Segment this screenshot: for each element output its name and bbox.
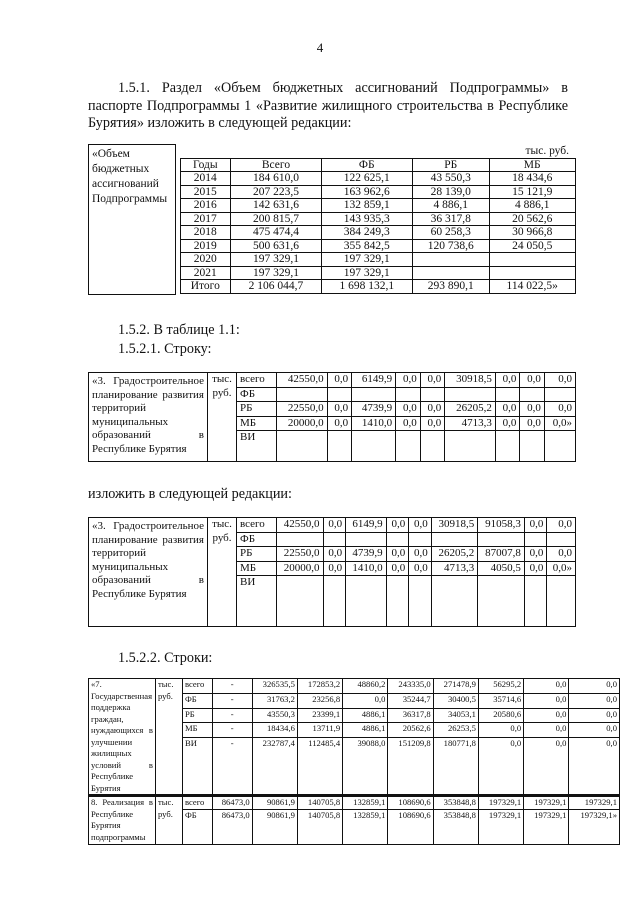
table3-cell: 0,0 — [409, 561, 432, 576]
table2-cell — [420, 431, 445, 462]
table2-cell — [277, 431, 328, 462]
table2-cell: 0,0 — [396, 373, 421, 388]
table4-cell: 0,0 — [478, 723, 523, 738]
page-number: 4 — [316, 40, 324, 55]
table1-row — [180, 280, 575, 294]
table1-side-label: «Объем бюджетных ассигнований Подпрограммы — [89, 145, 176, 295]
table4-cell: 197329,1 — [569, 796, 620, 810]
table4-cell: 0,0 — [569, 693, 620, 708]
table2-source-label: ВИ — [237, 431, 277, 462]
table2-cell — [420, 387, 445, 402]
table2-description: «3. Градостроительное планирование развития территорий муниципальных образований в Республике Бурятия — [89, 373, 208, 462]
table1-header-cell: Годы — [180, 158, 231, 172]
table4-cell: 26253,5 — [433, 723, 478, 738]
table4-cell: - — [212, 693, 252, 708]
table4-cell: 35244,7 — [388, 693, 433, 708]
table4-cell: 197329,1 — [478, 796, 523, 810]
table4-cell: 0,0 — [569, 708, 620, 723]
table4-cell: 56295,2 — [478, 679, 523, 694]
table2-cell: 0,0 — [544, 402, 575, 417]
table4-cell: 20562,6 — [388, 723, 433, 738]
table2-cell — [352, 431, 396, 462]
table1-cell: 2 106 044,7 — [231, 280, 322, 294]
table1-cell: 197 329,1 — [231, 266, 322, 280]
table2-cell — [520, 431, 545, 462]
table2-cell: 4713,3 — [445, 416, 496, 431]
table2-row — [89, 373, 576, 388]
table4-cell: 353848,8 — [433, 809, 478, 844]
table4-row7-unit: тыс. руб. — [156, 679, 183, 796]
table1-cell: 2017 — [180, 212, 231, 226]
table3-cell — [431, 576, 478, 627]
table3-cell — [386, 576, 409, 627]
table3-cell — [431, 532, 478, 547]
table4-cell: 197329,1» — [569, 809, 620, 844]
table3-cell: 0,0 — [524, 547, 547, 562]
table3-cell — [547, 532, 576, 547]
table2-cell: 0,0» — [544, 416, 575, 431]
table4-cell: 112485,4 — [297, 738, 342, 796]
table3-unit: тыс. руб. — [208, 518, 237, 627]
table4-cell: 0,0 — [569, 723, 620, 738]
table1-cell — [412, 266, 489, 280]
section-1-5-2-2-heading: 1.5.2.2. Строки: — [118, 650, 213, 666]
table2-cell: 26205,2 — [445, 402, 496, 417]
table4-cell: 271478,9 — [433, 679, 478, 694]
table1-cell: 18 434,6 — [489, 172, 575, 186]
table4-cell: 20580,6 — [478, 708, 523, 723]
table3-cell — [277, 576, 324, 627]
table2-cell: 0,0 — [544, 373, 575, 388]
table3-cell — [409, 576, 432, 627]
table3-cell — [524, 576, 547, 627]
table1-cell: 2018 — [180, 226, 231, 240]
table2-cell: 0,0 — [327, 402, 352, 417]
table1-cell: 355 842,5 — [321, 239, 412, 253]
table1-cell: 200 815,7 — [231, 212, 322, 226]
table3-cell: 0,0 — [547, 547, 576, 562]
table3-cell: 1410,0 — [346, 561, 387, 576]
table4-cell: 0,0 — [478, 738, 523, 796]
table3-cell: 0,0 — [409, 518, 432, 533]
table4-cell: 90861,9 — [252, 796, 297, 810]
table1-cell: 43 550,3 — [412, 172, 489, 186]
table1-header-cell: МБ — [489, 158, 575, 172]
table3-cell — [277, 532, 324, 547]
table2-cell: 0,0 — [396, 402, 421, 417]
table1-cell: 2016 — [180, 199, 231, 213]
table1-cell: 197 329,1 — [321, 266, 412, 280]
table2-cell — [327, 387, 352, 402]
table4-cell: 0,0 — [524, 679, 569, 694]
table2-cell — [445, 431, 496, 462]
table4-cell: 30400,5 — [433, 693, 478, 708]
table2-cell — [544, 431, 575, 462]
restate-text: изложить в следующей редакции: — [88, 486, 292, 502]
table3-cell — [346, 576, 387, 627]
table1-row — [180, 199, 575, 213]
table2-cell — [277, 387, 328, 402]
table3-cell: 0,0 — [323, 547, 346, 562]
table4-row7-description: «7. Государственная поддержка граждан, нуждающихся в улучшении жилищных условий в Республике Бурятия — [89, 679, 156, 796]
table3-cell: 4739,9 — [346, 547, 387, 562]
table1-inner-grid — [180, 158, 576, 294]
table3-row — [89, 518, 576, 533]
table2-cell — [495, 431, 520, 462]
table4-cell: 34053,1 — [433, 708, 478, 723]
table4-source-label: всего — [183, 679, 213, 694]
table2-cell: 0,0 — [520, 416, 545, 431]
table1-cell: 184 610,0 — [231, 172, 322, 186]
table4-cell: 0,0 — [524, 708, 569, 723]
old-row3-table — [88, 372, 576, 462]
table1-row — [180, 266, 575, 280]
table4-cell: 86473,0 — [212, 796, 252, 810]
table1-cell: 114 022,5» — [489, 280, 575, 294]
table3-cell — [547, 576, 576, 627]
table3-cell: 30918,5 — [431, 518, 478, 533]
table1-cell: 60 258,3 — [412, 226, 489, 240]
table1-cell: Итого — [180, 280, 231, 294]
table4-cell: 140705,8 — [297, 809, 342, 844]
table4-cell: - — [212, 723, 252, 738]
section-1-5-1-paragraph: 1.5.1. Раздел «Объем бюджетных ассигнований Подпрограммы» в паспорте Подпрограммы 1 «Развитие жилищного строительства в Республике Бурятия» изложить в следующей редакции: — [88, 80, 568, 131]
table3-cell: 0,0 — [323, 518, 346, 533]
table2-cell: 0,0 — [420, 373, 445, 388]
table1-cell: 20 562,6 — [489, 212, 575, 226]
table2-source-label: ФБ — [237, 387, 277, 402]
table3-cell: 26205,2 — [431, 547, 478, 562]
table3-cell — [409, 532, 432, 547]
budget-allocations-table — [88, 144, 576, 295]
table3-cell — [386, 532, 409, 547]
table4-cell: 43550,3 — [252, 708, 297, 723]
table4-row8-unit: тыс. руб. — [156, 796, 183, 845]
table3-cell: 22550,0 — [277, 547, 324, 562]
table2-cell: 0,0 — [520, 373, 545, 388]
table1-cell: 120 738,6 — [412, 239, 489, 253]
table4-source-label: ФБ — [183, 809, 213, 844]
section-1-5-2-1-heading: 1.5.2.1. Строку: — [118, 341, 212, 357]
table1-cell: 132 859,1 — [321, 199, 412, 213]
table1-header-cell: РБ — [412, 158, 489, 172]
table2-cell — [327, 431, 352, 462]
table3-cell: 0,0 — [524, 518, 547, 533]
table2-cell — [445, 387, 496, 402]
table1-cell: 142 631,6 — [231, 199, 322, 213]
table3-cell — [524, 532, 547, 547]
table3-cell: 20000,0 — [277, 561, 324, 576]
table1-cell: 207 223,5 — [231, 185, 322, 199]
table1-cell: 384 249,3 — [321, 226, 412, 240]
table4-cell: 31763,2 — [252, 693, 297, 708]
table3-cell — [478, 576, 525, 627]
table3-cell: 0,0 — [409, 547, 432, 562]
table2-cell: 0,0 — [327, 416, 352, 431]
table1-cell: 500 631,6 — [231, 239, 322, 253]
table1-row — [180, 253, 575, 267]
table2-cell — [544, 387, 575, 402]
table2-cell: 0,0 — [327, 373, 352, 388]
table4-cell: 23399,1 — [297, 708, 342, 723]
table3-cell: 42550,0 — [277, 518, 324, 533]
table4-cell: 232787,4 — [252, 738, 297, 796]
table3-cell: 91058,3 — [478, 518, 525, 533]
table4-row7-line — [89, 679, 620, 694]
table3-cell: 0,0» — [547, 561, 576, 576]
table4-cell: 0,0 — [524, 723, 569, 738]
table1-cell: 2014 — [180, 172, 231, 186]
table4-cell: - — [212, 679, 252, 694]
table3-cell — [478, 532, 525, 547]
table3-source-label: ВИ — [237, 576, 277, 627]
table1-cell: 2019 — [180, 239, 231, 253]
table4-cell: 172853,2 — [297, 679, 342, 694]
table1-cell — [489, 253, 575, 267]
table2-cell — [520, 387, 545, 402]
table4-cell: 48860,2 — [343, 679, 388, 694]
table4-source-label: ВИ — [183, 738, 213, 796]
table2-cell — [396, 387, 421, 402]
table3-source-label: МБ — [237, 561, 277, 576]
table1-cell: 4 886,1 — [489, 199, 575, 213]
table2-cell — [352, 387, 396, 402]
table3-cell: 6149,9 — [346, 518, 387, 533]
table1-row — [180, 226, 575, 240]
table4-cell: 36317,8 — [388, 708, 433, 723]
table4-cell: 0,0 — [569, 738, 620, 796]
table1-cell: 28 139,0 — [412, 185, 489, 199]
table3-cell: 4713,3 — [431, 561, 478, 576]
table1-cell: 15 121,9 — [489, 185, 575, 199]
table4-cell: 0,0 — [524, 738, 569, 796]
table3-cell: 87007,8 — [478, 547, 525, 562]
table3-cell: 0,0 — [323, 561, 346, 576]
table1-cell: 197 329,1 — [321, 253, 412, 267]
table1-cell: 2021 — [180, 266, 231, 280]
table2-cell — [495, 387, 520, 402]
table1-cell: 197 329,1 — [231, 253, 322, 267]
table2-cell: 1410,0 — [352, 416, 396, 431]
table4-cell: 326535,5 — [252, 679, 297, 694]
table4-cell: 86473,0 — [212, 809, 252, 844]
table1-cell — [412, 253, 489, 267]
table1-header-cell: ФБ — [321, 158, 412, 172]
table3-cell: 0,0 — [547, 518, 576, 533]
table4-cell: 197329,1 — [478, 809, 523, 844]
table4-cell: 108690,6 — [388, 796, 433, 810]
table2-cell: 4739,9 — [352, 402, 396, 417]
table3-cell: 4050,5 — [478, 561, 525, 576]
table2-source-label: РБ — [237, 402, 277, 417]
table4-row8-description: 8. Реализация в Республике Бурятия подпрограммы — [89, 796, 156, 845]
table4-cell: 243335,0 — [388, 679, 433, 694]
table3-cell: 0,0 — [524, 561, 547, 576]
table4-cell: 108690,6 — [388, 809, 433, 844]
table4-cell: 4886,1 — [343, 708, 388, 723]
table4-row8-line — [89, 796, 620, 810]
table2-cell: 0,0 — [420, 402, 445, 417]
table1-cell: 2015 — [180, 185, 231, 199]
new-row3-table — [88, 517, 576, 627]
table2-cell: 0,0 — [495, 402, 520, 417]
table1-cell — [489, 266, 575, 280]
table2-cell: 0,0 — [495, 373, 520, 388]
table4-cell: 132859,1 — [343, 809, 388, 844]
table1-cell: 122 625,1 — [321, 172, 412, 186]
table2-cell: 0,0 — [420, 416, 445, 431]
table1-row — [180, 239, 575, 253]
table2-cell — [396, 431, 421, 462]
table3-description: «3. Градостроительное планирование развития территорий муниципальных образований в Республике Бурятия — [89, 518, 208, 627]
table2-cell: 0,0 — [495, 416, 520, 431]
table3-cell — [323, 532, 346, 547]
table2-cell: 20000,0 — [277, 416, 328, 431]
table2-cell: 6149,9 — [352, 373, 396, 388]
table4-cell: 23256,8 — [297, 693, 342, 708]
table3-cell: 0,0 — [386, 518, 409, 533]
table4-cell: 4886,1 — [343, 723, 388, 738]
table4-cell: 18434,6 — [252, 723, 297, 738]
table3-cell — [323, 576, 346, 627]
table2-cell: 42550,0 — [277, 373, 328, 388]
table4-cell: 0,0 — [343, 693, 388, 708]
table2-unit: тыс. руб. — [208, 373, 237, 462]
table1-cell: 2020 — [180, 253, 231, 267]
table1-cell: 30 966,8 — [489, 226, 575, 240]
table2-cell: 0,0 — [520, 402, 545, 417]
table2-cell: 0,0 — [396, 416, 421, 431]
table1-cell: 4 886,1 — [412, 199, 489, 213]
table2-cell: 30918,5 — [445, 373, 496, 388]
table4-source-label: ФБ — [183, 693, 213, 708]
table2-source-label: всего — [237, 373, 277, 388]
table1-unit: тыс. руб. — [525, 144, 569, 157]
table3-source-label: ФБ — [237, 532, 277, 547]
table3-cell: 0,0 — [386, 561, 409, 576]
table4-cell: 39088,0 — [343, 738, 388, 796]
table4-cell: 132859,1 — [343, 796, 388, 810]
table1-row — [180, 212, 575, 226]
table4-source-label: МБ — [183, 723, 213, 738]
section-1-5-2-heading: 1.5.2. В таблице 1.1: — [118, 322, 240, 338]
table4-cell: - — [212, 738, 252, 796]
table4-cell: 197329,1 — [524, 796, 569, 810]
table2-cell: 22550,0 — [277, 402, 328, 417]
table1-header-cell: Всего — [231, 158, 322, 172]
table4-cell: 13711,9 — [297, 723, 342, 738]
table1-row — [180, 172, 575, 186]
table1-cell: 143 935,3 — [321, 212, 412, 226]
table4-cell: 197329,1 — [524, 809, 569, 844]
table1-cell: 293 890,1 — [412, 280, 489, 294]
table1-cell: 24 050,5 — [489, 239, 575, 253]
table4-cell: 0,0 — [569, 679, 620, 694]
table4-cell: 180771,8 — [433, 738, 478, 796]
table3-source-label: всего — [237, 518, 277, 533]
table3-source-label: РБ — [237, 547, 277, 562]
table4-cell: 151209,8 — [388, 738, 433, 796]
table1-cell: 475 474,4 — [231, 226, 322, 240]
table4-cell: 35714,6 — [478, 693, 523, 708]
table4-cell: 353848,8 — [433, 796, 478, 810]
table4-cell: - — [212, 708, 252, 723]
table3-cell: 0,0 — [386, 547, 409, 562]
table4-cell: 140705,8 — [297, 796, 342, 810]
table4-source-label: всего — [183, 796, 213, 810]
table2-source-label: МБ — [237, 416, 277, 431]
table3-cell — [346, 532, 387, 547]
table4-cell: 0,0 — [524, 693, 569, 708]
table1-cell: 36 317,8 — [412, 212, 489, 226]
table4-source-label: РБ — [183, 708, 213, 723]
rows-7-8-table — [88, 678, 620, 845]
table4-cell: 90861,9 — [252, 809, 297, 844]
table1-cell: 163 962,6 — [321, 185, 412, 199]
table1-row — [180, 185, 575, 199]
table1-cell: 1 698 132,1 — [321, 280, 412, 294]
